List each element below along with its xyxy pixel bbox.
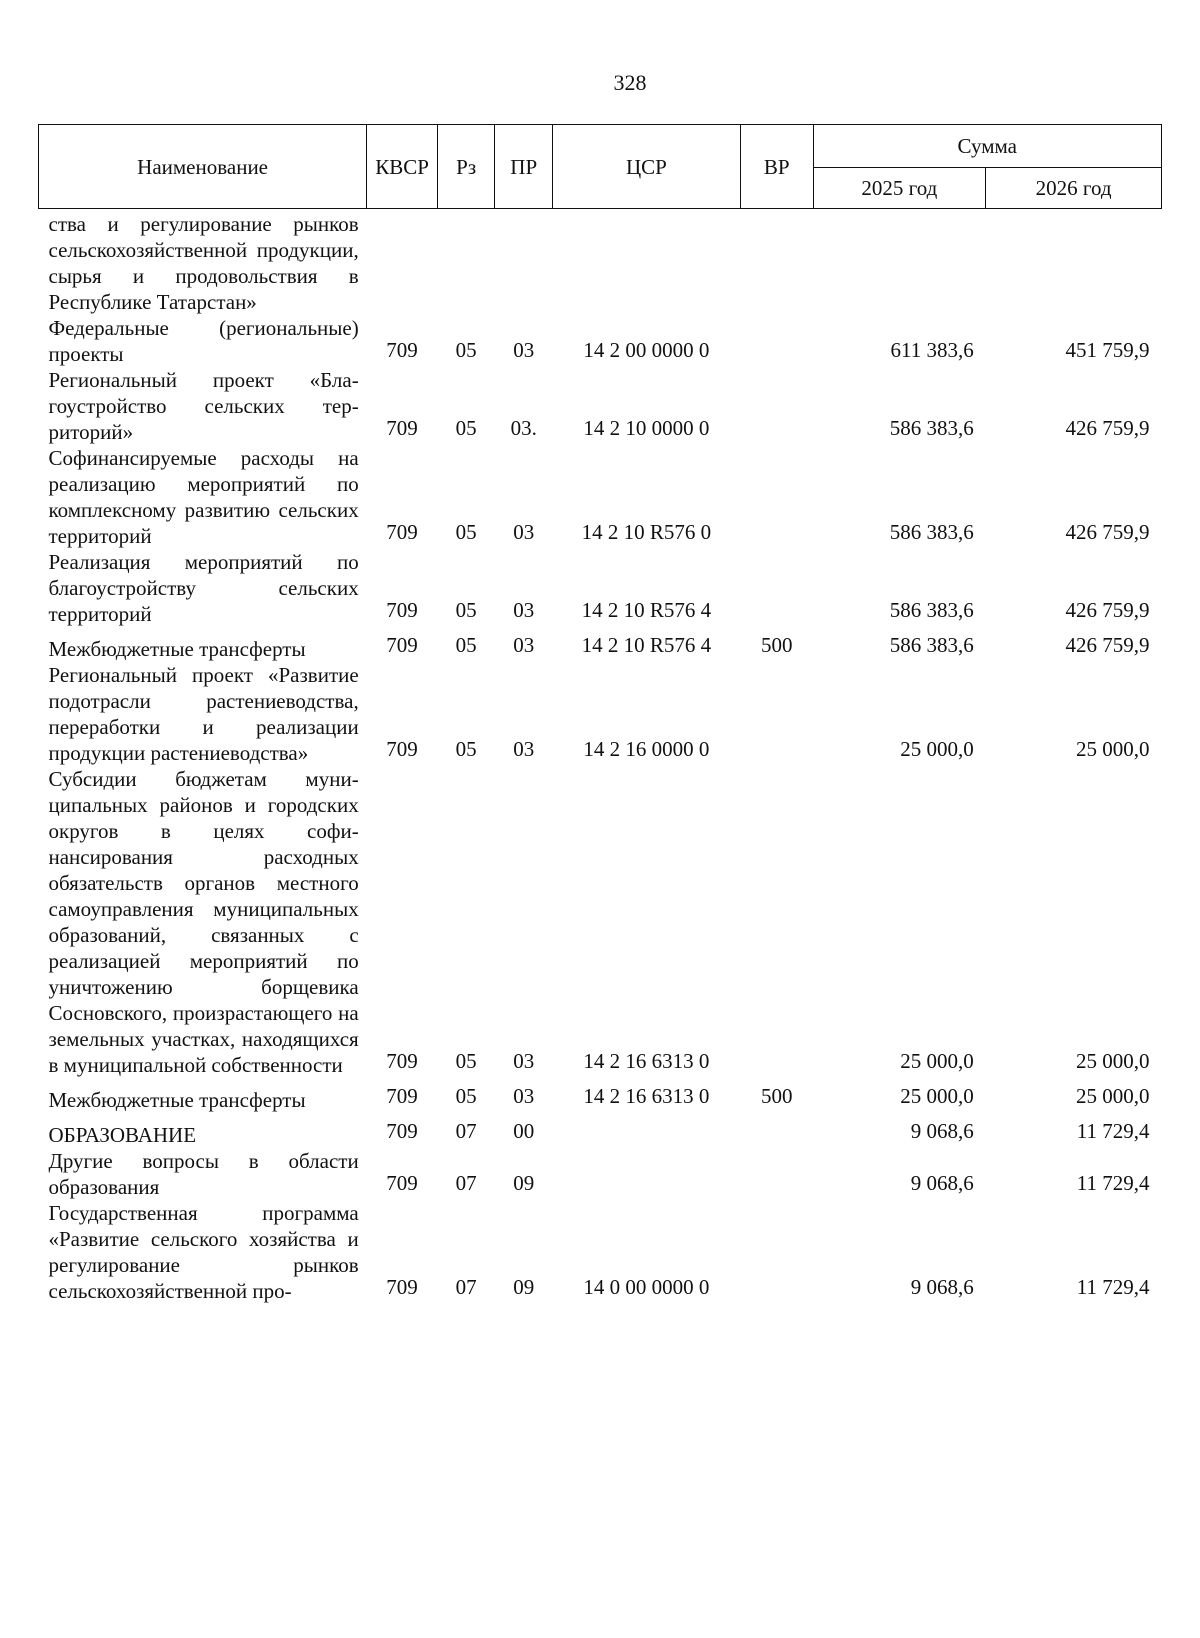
row-sum-2026: 25 000,0 — [1076, 737, 1150, 761]
row-pr: 03 — [513, 1084, 535, 1108]
row-pr — [495, 209, 553, 316]
table-row — [39, 1200, 1162, 1304]
row-vr — [740, 1148, 813, 1200]
row-csr: 14 2 10 R576 4 — [581, 633, 712, 657]
row-kvsr: 709 — [386, 338, 418, 362]
row-kvsr: 709 — [386, 633, 418, 657]
row-rz: 05 — [455, 520, 477, 544]
row-sum-2026: 11 729,4 — [1076, 1171, 1150, 1195]
row-sum-2025: 586 383,6 — [889, 633, 974, 657]
row-sum-2026: 11 729,4 — [1076, 1119, 1150, 1143]
table-row — [39, 1148, 1162, 1200]
header-pr: ПР — [495, 125, 553, 209]
table-row — [39, 1078, 1162, 1113]
row-csr: 14 2 16 0000 0 — [583, 737, 710, 761]
row-sum-2026: 426 759,9 — [1065, 520, 1150, 544]
row-sum-2025: 9 068,6 — [910, 1275, 974, 1299]
row-vr: 500 — [760, 1084, 793, 1108]
table-header — [39, 125, 1162, 209]
header-sum: Сумма — [813, 125, 1161, 168]
row-vr — [740, 209, 813, 316]
row-sum-2025: 9 068,6 — [910, 1171, 974, 1195]
header-year-2025: 2025 год — [813, 168, 986, 209]
row-csr: 14 2 10 R576 0 — [581, 520, 712, 544]
row-name: Субсидии бюджетам муниципальных районов и городских округов в целях софинансирования расходных обязательств органов местного самоуправления муниципальных образований, связанных с реализацией мероприятий по уничтожению борщевика Сосновского, произрастающего на земельных участках, находящихся в муниципальной собственности — [48, 767, 359, 1077]
row-sum-2025: 9 068,6 — [910, 1119, 974, 1143]
row-pr: 03. — [510, 416, 537, 440]
header-kvsr: КВСР — [367, 125, 438, 209]
row-rz: 07 — [455, 1119, 477, 1143]
row-kvsr: 709 — [386, 416, 418, 440]
row-name: Региональный проект «Благоустройство сельских территорий» — [48, 368, 359, 444]
table-body — [39, 209, 1162, 1305]
row-csr: 14 2 00 0000 0 — [583, 338, 710, 362]
row-sum-2025: 586 383,6 — [889, 520, 974, 544]
row-sum-2026: 451 759,9 — [1065, 338, 1150, 362]
row-sum-2025: 25 000,0 — [900, 1049, 974, 1073]
row-vr — [740, 1113, 813, 1148]
row-csr: 14 2 16 6313 0 — [583, 1084, 710, 1108]
row-sum-2025: 586 383,6 — [889, 416, 974, 440]
budget-table — [38, 124, 1162, 1304]
table-row — [39, 627, 1162, 662]
row-csr — [553, 1148, 741, 1200]
row-pr: 03 — [513, 598, 535, 622]
table-row — [39, 1113, 1162, 1148]
table-row — [39, 315, 1162, 367]
row-rz — [437, 209, 495, 316]
row-rz: 07 — [455, 1171, 477, 1195]
row-sum-2025: 25 000,0 — [900, 1084, 974, 1108]
row-name: Реализация мероприятий по благоустройству сельских территорий — [48, 550, 359, 626]
row-name: Федеральные (региональные) проекты — [48, 316, 359, 366]
header-year-2026: 2026 год — [986, 168, 1162, 209]
header-rz: Рз — [437, 125, 495, 209]
row-pr: 00 — [513, 1119, 535, 1143]
header-csr: ЦСР — [553, 125, 741, 209]
row-sum-2025 — [813, 209, 986, 316]
row-sum-2025: 586 383,6 — [889, 598, 974, 622]
row-csr — [553, 1113, 741, 1148]
table-row — [39, 209, 1162, 316]
row-sum-2026: 25 000,0 — [1076, 1084, 1150, 1108]
row-sum-2026: 11 729,4 — [1076, 1275, 1150, 1299]
row-sum-2026: 426 759,9 — [1065, 633, 1150, 657]
header-name: Наименование — [39, 125, 367, 209]
row-pr: 03 — [513, 633, 535, 657]
row-sum-2026: 426 759,9 — [1065, 598, 1150, 622]
row-vr — [740, 315, 813, 367]
row-rz: 05 — [455, 338, 477, 362]
row-kvsr: 709 — [386, 737, 418, 761]
row-vr — [740, 766, 813, 1078]
row-vr — [740, 549, 813, 627]
table-row — [39, 549, 1162, 627]
table-row — [39, 766, 1162, 1078]
header-vr: ВР — [740, 125, 813, 209]
row-name: Государственная программа «Развитие сельского хозяйства и регулирование рынков сельскохозяйственной про- — [48, 1201, 359, 1303]
row-csr: 14 0 00 0000 0 — [583, 1275, 710, 1299]
row-csr: 14 2 10 R576 4 — [581, 598, 712, 622]
row-kvsr: 709 — [386, 520, 418, 544]
row-pr: 03 — [513, 1049, 535, 1073]
row-name: ОБРАЗОВАНИЕ — [48, 1123, 197, 1147]
row-vr — [740, 445, 813, 549]
row-name: Другие вопросы в области образования — [48, 1149, 359, 1199]
row-sum-2026: 426 759,9 — [1065, 416, 1150, 440]
row-name: Региональный проект «Развитие подотрасли растениеводства, переработки и реализации продукции растениеводства» — [48, 663, 359, 765]
row-rz: 07 — [455, 1275, 477, 1299]
table-row — [39, 367, 1162, 445]
row-vr — [740, 367, 813, 445]
row-csr — [553, 209, 741, 316]
row-name: Межбюджетные трансферты — [48, 1088, 306, 1112]
row-vr — [740, 1200, 813, 1304]
row-kvsr: 709 — [386, 1275, 418, 1299]
row-csr: 14 2 16 6313 0 — [583, 1049, 710, 1073]
row-pr: 09 — [513, 1171, 535, 1195]
row-name: Софинансируемые расходы на реализацию мероприятий по комплексному развитию сельских территорий — [48, 446, 359, 548]
row-kvsr: 709 — [386, 1049, 418, 1073]
row-rz: 05 — [455, 737, 477, 761]
row-csr: 14 2 10 0000 0 — [583, 416, 710, 440]
row-vr: 500 — [760, 633, 793, 657]
row-rz: 05 — [455, 633, 477, 657]
row-kvsr: 709 — [386, 1119, 418, 1143]
row-vr — [740, 662, 813, 766]
row-rz: 05 — [455, 598, 477, 622]
row-name: ства и регулирование рынков сельскохозяйственной продукции, сырья и продовольствия в Республике Татарстан» — [48, 212, 359, 314]
row-pr: 03 — [513, 737, 535, 761]
row-pr: 03 — [513, 338, 535, 362]
row-pr: 09 — [513, 1275, 535, 1299]
row-kvsr: 709 — [386, 1171, 418, 1195]
row-rz: 05 — [455, 416, 477, 440]
row-kvsr — [367, 209, 438, 316]
row-sum-2026: 25 000,0 — [1076, 1049, 1150, 1073]
row-sum-2026 — [986, 209, 1162, 316]
table-row — [39, 445, 1162, 549]
row-sum-2025: 611 383,6 — [890, 338, 974, 362]
table-row — [39, 662, 1162, 766]
row-sum-2025: 25 000,0 — [900, 737, 974, 761]
row-pr: 03 — [513, 520, 535, 544]
row-rz: 05 — [455, 1084, 477, 1108]
row-kvsr: 709 — [386, 1084, 418, 1108]
page-number: 328 — [613, 70, 647, 95]
row-kvsr: 709 — [386, 598, 418, 622]
row-name: Межбюджетные трансферты — [48, 637, 306, 661]
row-rz: 05 — [455, 1049, 477, 1073]
